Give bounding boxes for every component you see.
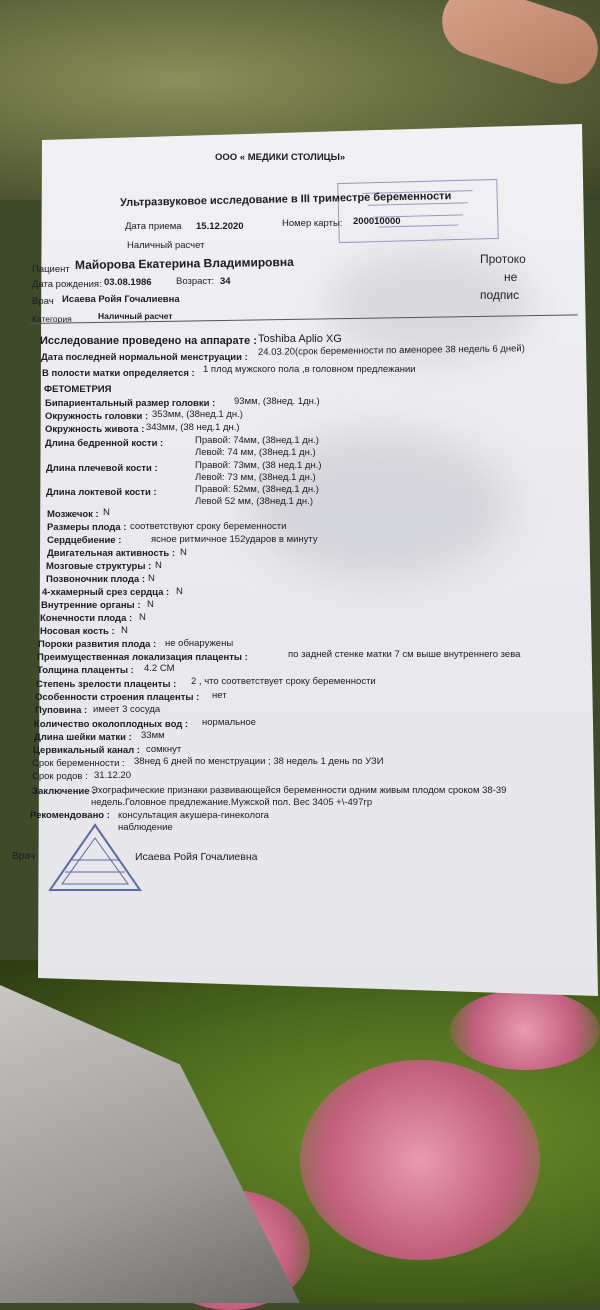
finding-value: соответствуют сроку беременности [130,521,287,532]
dob-label: Дата рождения: [32,279,102,290]
patient-label: Пациент [32,264,70,275]
finding-label: Преимущественная локализация плаценты : [37,652,248,663]
finding-value: 33мм [141,730,165,741]
finding-value: N [121,625,128,636]
finding-label: Носовая кость : [40,626,115,637]
clinic-name: ООО « МЕДИКИ СТОЛИЦЫ» [215,152,346,163]
finding-label: Пороки развития плода : [38,639,157,650]
bone-left: Левой: 73 мм, (38нед.1 дн.) [195,472,316,483]
finding-value: N [148,573,155,584]
doctor-label: Врач [32,296,54,307]
term-label: Срок беременности : [32,758,125,769]
due-date: 31.12.20 [94,770,131,781]
fetometry-label: Окружность живота : [45,424,145,435]
uterus-value: 1 плод мужского пола ,в головном предлежании [203,364,416,375]
signature-label: Врач [12,851,35,862]
protocol-line-3: подпис [480,288,520,302]
finding-value: N [180,547,187,558]
conclusion-line-1: Эхографические признаки развивающейся беременности одним живым плодом сроком 38-39 [91,785,507,796]
finding-value: N [139,612,146,623]
finding-label: Позвоночник плода : [46,574,145,585]
protocol-note [480,250,526,304]
finding-label: Цервикальный канал : [33,745,140,756]
conclusion-label: Заключение : [32,786,96,797]
finding-label: Длина шейки матки : [34,732,132,743]
conclusion-line-2: недель.Головное предлежание.Мужской пол. Вес 3405 +\-497гр [91,797,373,808]
device-value: Toshiba Aplio XG [258,333,342,345]
finding-value: сомкнут [146,744,182,755]
finding-value: 2 , что соответствует сроку беременности [191,676,376,687]
bone-left: Левой 52 мм, (38нед.1 дн.) [195,496,313,507]
doctor-name: Исаева Ройя Гочалиевна [62,294,180,305]
finding-label: Пуповина : [35,705,88,716]
finding-label: Мозговые структуры : [46,561,152,572]
finding-label: Особенности строения плаценты : [35,692,200,703]
device-label: Исследование проведено на аппарате : [40,335,257,347]
bone-right: Правой: 74мм, (38нед.1 дн.) [195,435,319,446]
finding-label: Степень зрелости плаценты : [36,679,177,690]
bone-left: Левой: 74 мм, (38нед.1 дн.) [195,447,316,458]
finding-label: Конечности плода : [40,613,133,624]
age-label: Возраст: [176,276,215,287]
protocol-line-2: не [504,270,518,284]
finding-value: нормальное [202,717,256,728]
finding-label: Мозжечок : [47,509,99,520]
payment-line: Наличный расчет [127,240,205,251]
recommended-label: Рекомендовано : [30,810,110,821]
finding-label: Количество околоплодных вод : [34,719,189,730]
recommended-line-1: консультация акушера-гинеколога [118,810,269,821]
finding-value: по задней стенке матки 7 см выше внутреннего зева [288,649,521,660]
card-label: Номер карты: [282,218,343,229]
bone-right: Правой: 73мм, (38 нед.1 дн.) [195,460,322,471]
age: 34 [220,276,231,287]
bone-right: Правой: 52мм, (38нед.1 дн.) [195,484,319,495]
visit-date-label: Дата приема [125,221,182,232]
dob: 03.08.1986 [104,277,152,288]
bone-label: Длина локтевой кости : [46,487,157,498]
finding-label: Толщина плаценты : [37,665,134,676]
visit-date: 15.12.2020 [196,221,244,232]
fetometry-value: 353мм, (38нед.1 дн.) [152,409,243,420]
finding-label: Внутренние органы : [41,600,141,611]
fetometry-value: 343мм, (38 нед.1 дн.) [146,422,240,433]
fetometry-label: Окружность головки : [45,411,149,422]
finding-value: имеет 3 сосуда [93,704,161,715]
bone-label: Длина бедренной кости : [45,438,164,449]
due-label: Срок родов : [32,771,88,782]
finding-value: N [147,599,154,610]
lmp-value: 24.03.20(срок беременности по аменорее 38 недель 6 дней) [257,343,525,358]
document-title: Ультразвуковое исследование в III триместре беременности [119,190,452,209]
card-number: 200010000 [353,216,401,227]
finding-value: N [155,560,162,571]
protocol-line-1: Протоко [480,252,526,266]
finding-label: Двигательная активность : [47,548,176,559]
fetometry-title: ФЕТОМЕТРИЯ [44,384,112,395]
term-value: 38нед 6 дней по менструации ; 38 недель 1 день по УЗИ [134,756,384,767]
finding-value: нет [212,690,227,701]
category-label: Категория [32,314,72,324]
patient-name: Майорова Екатерина Владимировна [74,254,294,272]
finding-value: не обнаружены [165,638,234,649]
category-value: Наличный расчет [98,311,173,321]
finding-value: N [176,586,183,597]
uterus-label: В полости матки определяется : [42,368,195,379]
fetometry-value: 93мм, (38нед. 1дн.) [234,396,320,407]
lmp-label: Дата последней нормальной менструации : [41,352,248,363]
fetometry-label: Бипариентальный размер головки : [45,398,216,409]
finding-label: 4-хкамерный срез сердца : [42,587,170,598]
finding-value: N [103,507,110,518]
finding-value: ясное ритмичное 152ударов в минуту [151,534,318,545]
bone-label: Длина плечевой кости : [46,463,158,474]
recommended-line-2: наблюдение [118,822,173,833]
finding-label: Сердцебиение : [47,535,122,546]
finding-value: 4.2 СМ [144,663,175,674]
signature-name: Исаева Ройя Гочалиевна [135,851,258,863]
finding-label: Размеры плода : [47,522,127,533]
